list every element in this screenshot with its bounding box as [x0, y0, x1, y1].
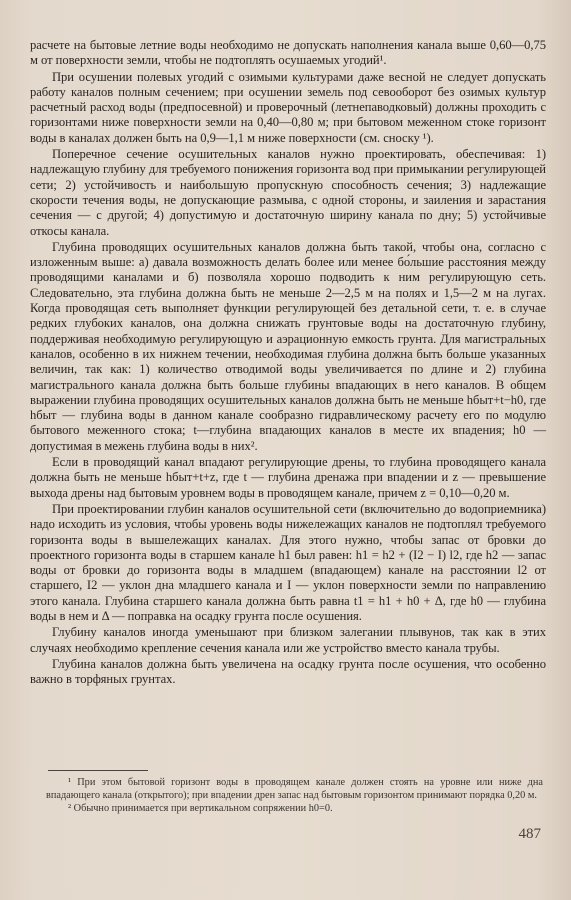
- body-text: [30, 38, 546, 688]
- footnote-separator: [48, 770, 148, 771]
- paragraph-3: Поперечное сечение осушительных каналов нужно проектировать, обеспечивая: 1) надлежащую глубину для требуемого понижения горизонта вод при примыкании регулирующей сети; 2) устойчивость и наибольшую пропускную способность сечения; 3) надлежащие скорости течения воды, не допускающие размыва, с одной стороны, и заиления и зарастания сечения — с другой; 4) допустимую и достаточную ширину канала по дну; 5) устойчивые откосы канала.: [30, 147, 546, 238]
- paragraph-4: Глубина проводящих осушительных каналов должна быть такой, чтобы она, согласно с изложенным выше: а) давала возможность делать более или менее бо́льшие расстояния между проводящими каналами и б) позволяла хорошо подводить к ним регулирующую сеть. Следовательно, эта глубина должна быть не меньше 2—2,5 м на полях и 1,5—2 м на лугах. Когда проводящая сеть выполняет функции регулирующей без детальной сети, т. е. в случае редких глубоких каналов, она должна снижать грунтовые воды на достаточную глубину, поддерживая необходимую регулирующую и аэрационную емкость грунта. Для магистральных каналов, особенно в их нижнем течении, необходимая глубина должна быть больше указанных величин, так как: 1) количество отводимой воды увеличивается по длине и 2) глубина магистрального канала должна быть больше глубины впадающих в него каналов. В общем выражении глубина проводящих осушительных каналов должна быть не меньше hбыт+t−h0, где hбыт — глубина воды в данном канале сообразно гидравлическому расчету его по модулю бытового меженного стока; t—глубина впадающих каналов в месте их впадения; h0 — допустимая в межень глубина воды в них².: [30, 239, 546, 453]
- paragraph-2: При осушении полевых угодий с озимыми культурами даже весной не следует допускать работу каналов полным сечением; при осушении земель под севооборот без озимых культур расчетный расход воды (предпосевной) и проверочный (летнепаводковый) должны проходить с горизонтами ниже поверхности земли на 0,40—0,80 м; при бытовом меженном стоке горизонт воды в каналах должен быть на 0,9—1,1 м ниже поверхности (см. сноску ¹).: [30, 69, 546, 145]
- paragraph-1: расчете на бытовые летние воды необходимо не допускать наполнения канала выше 0,60—0,75 м от поверхности земли, чтобы не подтоплять осушаемых угодий¹.: [30, 38, 546, 68]
- paragraph-5: Если в проводящий канал впадают регулирующие дрены, то глубина проводящего канала должна быть не меньше hбыт+t+z, где t — глубина дренажа при впадении и z — превышение выхода дрены над бытовым уровнем воды в проводящем канале, причем z = 0,10—0,20 м.: [30, 455, 546, 500]
- paragraph-7: Глубину каналов иногда уменьшают при близком залегании плывунов, так как в этих случаях необходимо крепление сечения канала или же устройство вместо канала трубы.: [30, 625, 546, 655]
- paragraph-6: При проектировании глубин каналов осушительной сети (включительно до водоприемника) надо исходить из условия, чтобы уровень воды нижележащих каналов не подтоплял требуемого горизонта воды в вышележащих каналах. Для этого нужно, чтобы запас от бровки до проектного горизонта воды в старшем канале h1 был равен: h1 = h2 + (I2 − I) l2, где h2 — запас воды от бровки до горизонта воды в младшем (впадающем) канале на расстоянии l2 от старшего, I2 — уклон дна младшего канала и I — уклон поверхности земли по направлению этого канала. Глубина старшего канала должна быть равна t1 = h1 + h0 + Δ, где h0 — глубина воды в нем и Δ — поправка на осадку грунта после осушения.: [30, 501, 546, 623]
- footnote-2: ² Обычно принимается при вертикальном сопряжении h0=0.: [68, 803, 333, 815]
- paragraph-8: Глубина каналов должна быть увеличена на осадку грунта после осушения, что особенно важно в торфяных грунтах.: [30, 656, 546, 687]
- page-number: 487: [518, 826, 541, 842]
- footnote-1: ¹ При этом бытовой горизонт воды в проводящем канале должен стоять на уровне или ниже дна впадающего канала (открытого); при впадении дрен запас над бытовым горизонтом принимают порядка 0,20 м.: [46, 777, 543, 802]
- footnotes: [46, 776, 543, 816]
